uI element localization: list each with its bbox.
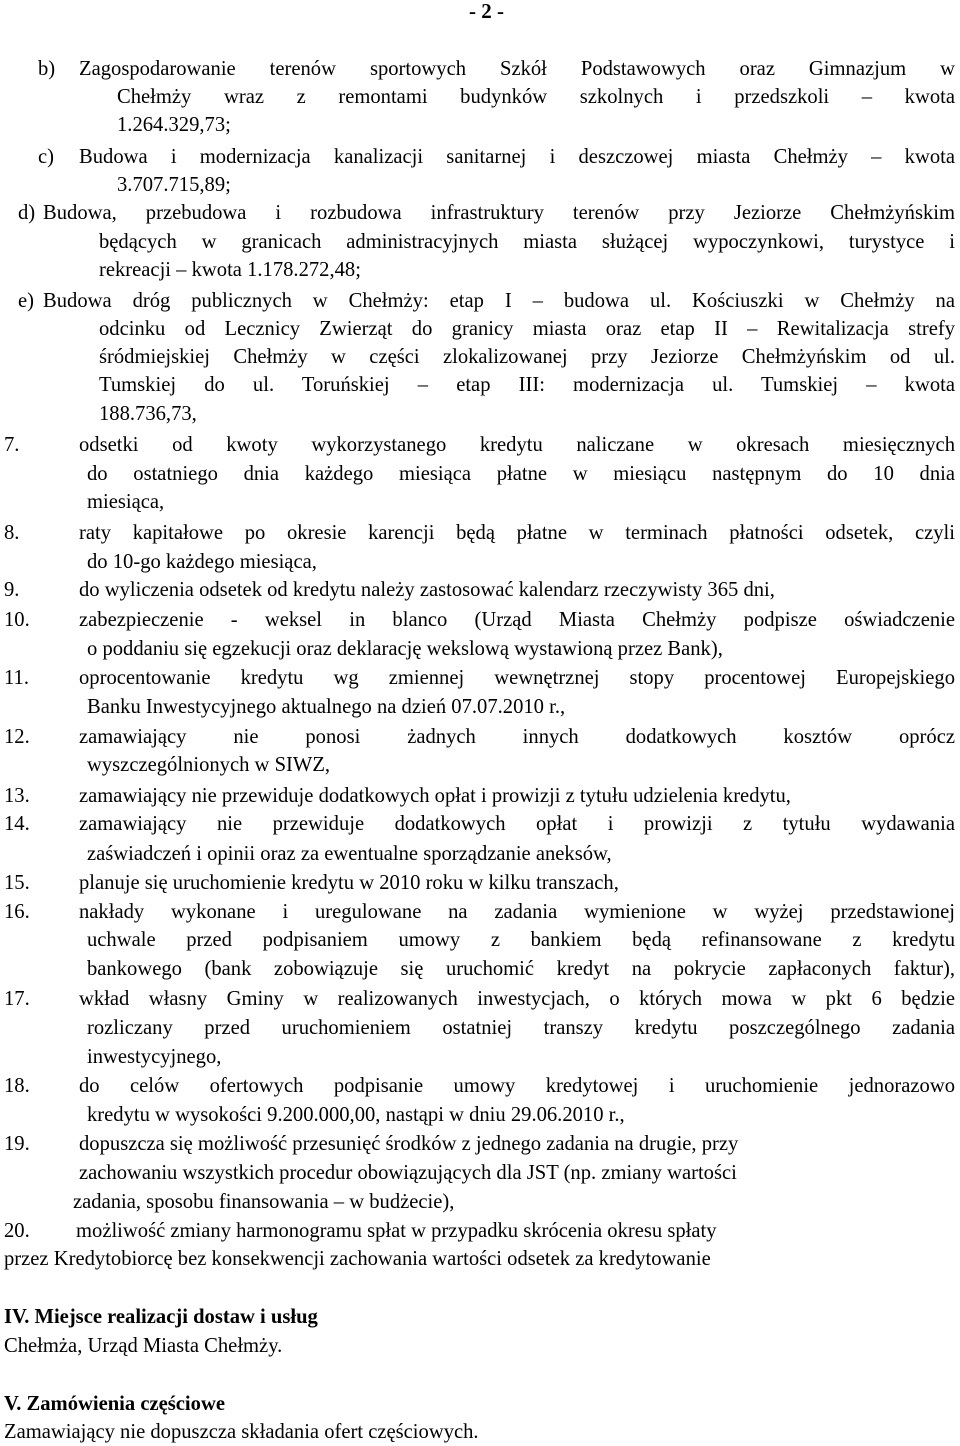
item-line: uchwale przed podpisaniem umowy z bankiem będą refinansowane z kredytu (87, 929, 955, 951)
item-line: raty kapitałowe po okresie karencji będą płatne w terminach płatności odsetek, czyli (79, 522, 955, 544)
item-line: do 10-go każdego miesiąca, (87, 551, 317, 573)
item-line: do celów ofertowych podpisanie umowy kredytowej i uruchomienie jednorazowo (79, 1075, 955, 1097)
item-line: zaświadczeń i opinii oraz za ewentualne sporządzanie aneksów, (87, 843, 612, 865)
item-number: 19. (4, 1133, 30, 1155)
section-text: Chełmża, Urząd Miasta Chełmży. (4, 1335, 283, 1357)
item-line: rozliczany przed uruchomieniem ostatniej transzy kredytu poszczególnego zadania (87, 1017, 955, 1039)
item-line: do wyliczenia odsetek od kredytu należy zastosować kalendarz rzeczywisty 365 dni, (79, 579, 775, 601)
subitem-line: Zagospodarowanie terenów sportowych Szkół Podstawowych oraz Gimnazjum w (79, 58, 955, 80)
item-line: dopuszcza się możliwość przesunięć środków z jednego zadania na drugie, przy (79, 1133, 739, 1155)
item-line: wyszczególnionych w SIWZ, (87, 754, 331, 776)
subitem-label: b) (38, 58, 56, 80)
subitem-line: Budowa i modernizacja kanalizacji sanitarnej i deszczowej miasta Chełmży – kwota (79, 146, 955, 168)
item-line: miesiąca, (87, 491, 165, 513)
item-line: nakłady wykonane i uregulowane na zadania wymienione w wyżej przedstawionej (79, 901, 955, 923)
item-number: 17. (4, 988, 30, 1010)
subitem-line: będących w granicach administracyjnych miasta służącej wypoczynkowi, turystyce i (99, 231, 955, 253)
section-heading: IV. Miejsce realizacji dostaw i usług (4, 1306, 318, 1328)
item-line: zamawiający nie ponosi żadnych innych dodatkowych kosztów oprócz (79, 726, 955, 748)
item-line: zamawiający nie przewiduje dodatkowych opłat i prowizji z tytułu udzielenia kredytu, (79, 785, 791, 807)
subitem-line: 3.707.715,89; (117, 174, 231, 196)
item-number: 12. (4, 726, 30, 748)
item-line: planuje się uruchomienie kredytu w 2010 roku w kilku transzach, (79, 872, 619, 894)
item-line: wkład własny Gminy w realizowanych inwestycjach, o których mowa w pkt 6 będzie (79, 988, 955, 1010)
item-line: oprocentowanie kredytu wg zmiennej wewnętrznej stopy procentowej Europejskiego (79, 667, 955, 689)
section-heading: V. Zamówienia częściowe (4, 1393, 225, 1415)
subitem-line: Chełmży wraz z remontami budynków szkolnych i przedszkoli – kwota (117, 86, 955, 108)
subitem-line: Tumskiej do ul. Toruńskiej – etap III: modernizacja ul. Tumskiej – kwota (99, 374, 955, 396)
item-number: 8. (4, 522, 20, 544)
item-line: możliwość zmiany harmonogramu spłat w przypadku skrócenia okresu spłaty (76, 1220, 717, 1242)
subitem-label: e) (18, 290, 34, 312)
subitem-line: Budowa dróg publicznych w Chełmży: etap I – budowa ul. Kościuszki w Chełmży na (43, 290, 955, 312)
item-number: 16. (4, 901, 30, 923)
page-number: - 2 - (469, 0, 504, 23)
item-line: odsetki od kwoty wykorzystanego kredytu naliczane w okresach miesięcznych (79, 434, 955, 456)
item-line: Banku Inwestycyjnego aktualnego na dzień 07.07.2010 r., (87, 696, 566, 718)
item-number: 15. (4, 872, 30, 894)
item-line: zadania, sposobu finansowania – w budżecie), (73, 1191, 455, 1213)
item-line: zabezpieczenie - weksel in blanco (Urząd Miasta Chełmży podpisze oświadczenie (79, 609, 955, 631)
item-line: o poddaniu się egzekucji oraz deklarację wekslową wystawioną przez Bank), (87, 638, 723, 660)
item-number: 11. (4, 667, 29, 689)
item-line: zamawiający nie przewiduje dodatkowych opłat i prowizji z tytułu wydawania (79, 813, 955, 835)
subitem-label: c) (38, 146, 54, 168)
subitem-line: rekreacji – kwota 1.178.272,48; (99, 259, 361, 281)
item-number: 10. (4, 609, 30, 631)
subitem-label: d) (18, 202, 36, 224)
subitem-line: odcinku od Lecznicy Zwierząt do granicy miasta oraz etap II – Rewitalizacja strefy (99, 318, 955, 340)
subitem-line: śródmiejskiej Chełmży w części zlokalizowanej przy Jeziorze Chełmżyńskim od ul. (99, 346, 955, 368)
section-text: Zamawiający nie dopuszcza składania ofert częściowych. (4, 1421, 479, 1443)
item-number: 7. (4, 434, 20, 456)
item-line: inwestycyjnego, (87, 1046, 222, 1068)
subitem-line: 1.264.329,73; (117, 114, 231, 136)
item-line: do ostatniego dnia każdego miesiąca płatne w miesiącu następnym do 10 dnia (87, 463, 955, 485)
subitem-line: 188.736,73, (99, 403, 197, 425)
item-line: zachowaniu wszystkich procedur obowiązujących dla JST (np. zmiany wartości (79, 1162, 737, 1184)
item-line: przez Kredytobiorcę bez konsekwencji zachowania wartości odsetek za kredytowanie (4, 1248, 711, 1270)
subitem-line: Budowa, przebudowa i rozbudowa infrastruktury terenów przy Jeziorze Chełmżyńskim (43, 202, 955, 224)
item-number: 18. (4, 1075, 30, 1097)
item-number: 13. (4, 785, 30, 807)
item-number: 9. (4, 579, 20, 601)
item-number: 20. (4, 1220, 30, 1242)
item-number: 14. (4, 813, 30, 835)
item-line: bankowego (bank zobowiązuje się uruchomić kredyt na pokrycie zapłaconych faktur), (87, 958, 955, 980)
item-line: kredytu w wysokości 9.200.000,00, nastąpi w dniu 29.06.2010 r., (87, 1104, 625, 1126)
